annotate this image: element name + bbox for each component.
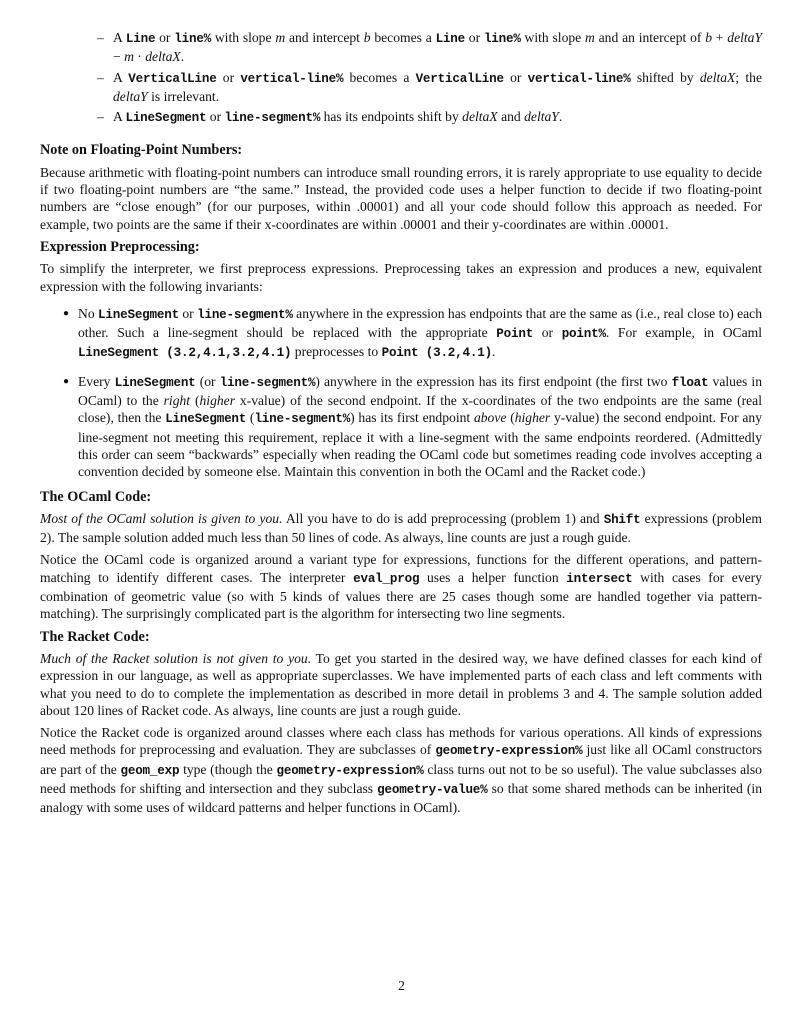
text-run: so that some shared methods can be inherited (in analogy with some uses of wildcard patterns and helper functions in OCaml). (40, 780, 762, 816)
text-run: All you have to do is add preprocessing (problem 1) and (282, 510, 604, 526)
text-run: ( (506, 410, 515, 426)
bullet-list-item (40, 373, 762, 481)
italic-run: right (163, 393, 191, 409)
paragraph (40, 164, 762, 233)
text-run: with cases for every combination of geometric value (so with 5 kinds of values there are 25 cases though some are handled together via pattern-matching). The surprisingly complicated part is the algorithm for intersecting two line segments. (40, 569, 762, 622)
italic-run: deltaY (113, 88, 148, 104)
dash-list-item (40, 69, 762, 106)
code-run: VerticalLine (128, 71, 217, 86)
code-run: line-segment% (219, 375, 316, 390)
code-run: line-segment% (224, 111, 321, 126)
text-run: with slope (520, 30, 586, 45)
text-run: or (465, 30, 484, 45)
section-heading (40, 629, 762, 646)
text-run: class turns out not to be so useful). The value subclasses also need methods for shifting and intersection and they subclass (40, 761, 762, 796)
italic-run: higher (514, 410, 551, 426)
paragraph (40, 260, 762, 295)
italic-run: higher (199, 393, 235, 409)
code-run: VerticalLine (415, 71, 504, 86)
italic-run: deltaY (524, 109, 559, 125)
text-run: type (though the (179, 761, 277, 777)
text-run: · (133, 49, 146, 65)
document-page (40, 29, 762, 822)
code-run: eval_prog (353, 571, 420, 586)
bullet-marker-icon: ● (63, 307, 70, 319)
text-run: − (113, 49, 125, 65)
code-run: line-segment% (197, 307, 293, 322)
text-run: . (180, 49, 185, 65)
text-run: To get you started in the desired way, we have defined classes for each kind of expression in our language, as well as appropriate superclasses. We have implemented parts of each class and left comments with what you need to do to complete the implementation as described in more detail in problems 3 and 4. The sample solution added about 120 lines of Racket code. As always, line counts are just a rough guide. (40, 650, 762, 718)
code-run: point% (561, 327, 606, 342)
dash-list-item (40, 108, 762, 127)
italic-run: Much of the Racket solution is not given to you. (40, 650, 312, 666)
code-run: line% (483, 32, 521, 46)
text-run: A (113, 30, 126, 45)
italic-run: b (705, 30, 712, 45)
code-run: Shift (603, 512, 641, 527)
text-run: and an intercept of (594, 30, 706, 45)
bullet-list-item (40, 305, 762, 363)
code-run: vertical-line% (240, 71, 344, 86)
code-run: geom_exp (120, 763, 180, 778)
text-run: is irrelevant. (147, 88, 220, 104)
code-run: intersect (566, 571, 633, 586)
italic-run: above (473, 410, 507, 426)
code-run: geometry-expression% (435, 744, 583, 759)
code-run: Line (125, 32, 156, 46)
text-run: ) anywhere in the expression has its first endpoint (the first two (315, 373, 672, 389)
page-number: 2 (398, 978, 405, 993)
code-run: LineSegment (114, 375, 196, 390)
text-run: . (558, 109, 563, 125)
text-run: Because arithmetic with floating-point numbers can introduce small rounding errors, it is rarely appropriate to use equality to decide if two floating-point numbers are “the same.” Instead, the provided code uses a helper function to decide if two floating-point numbers are “close enough” (for our purposes, within .00001) and all your code should follow this approach as needed. For example, two points are the same if their x-coordinates are within .00001 and their y-coordinates are within .00001. (40, 164, 762, 232)
code-run: geometry-value% (377, 782, 488, 797)
text-run: becomes a (343, 69, 416, 85)
text-run: shifted by (630, 69, 700, 85)
italic-run: b (363, 30, 371, 45)
text-run: A (113, 109, 126, 125)
text-run: preprocesses to (291, 344, 382, 360)
italic-run: m (275, 30, 286, 45)
section-heading (40, 142, 762, 159)
code-run: Point (496, 327, 534, 342)
code-run: Line (435, 32, 465, 46)
italic-run: Most of the OCaml solution is given to you. (40, 510, 283, 526)
code-run: LineSegment (98, 307, 179, 322)
text-run: or (533, 325, 562, 341)
code-run: float (671, 375, 709, 390)
paragraph (40, 510, 762, 547)
paragraph (40, 551, 762, 622)
italic-run: deltaX (462, 109, 498, 125)
text-run: anywhere in the expression has endpoints that are the same as (i.e., real close to) each other. Such a line-segment should be replaced with the appropriate (78, 305, 763, 341)
paragraph (40, 650, 762, 719)
italic-run: deltaY (727, 30, 763, 45)
text-run: + (712, 30, 728, 45)
text-run: ( (190, 393, 200, 409)
code-run: vertical-line% (527, 71, 631, 86)
code-run: line% (174, 32, 212, 46)
text-run: No (78, 305, 99, 321)
text-run: Every (78, 373, 115, 389)
text-run: or (216, 69, 241, 85)
code-run: LineSegment (3.2,4.1,3.2,4.1) (78, 346, 292, 361)
text-run: Expression Preprocessing: (40, 238, 200, 255)
text-run: values in OCaml) to the (78, 373, 762, 409)
code-run: Point (3.2,4.1) (381, 346, 492, 361)
text-run: x-value) of the second endpoint. If the x-coordinates of the two endpoints are the same (real close), then the (78, 393, 762, 426)
text-run: ) has its first endpoint (350, 410, 474, 426)
italic-run: m (585, 30, 595, 45)
spacer (40, 130, 762, 136)
text-run: and intercept (285, 30, 364, 45)
text-run: To simplify the interpreter, we first preprocess expressions. Preprocessing takes an expression and produces a new, equivalent expression with the following invariants: (40, 261, 762, 294)
text-run: or (503, 69, 528, 85)
text-run: . For example, in OCaml (605, 325, 762, 341)
dash-marker-icon: – (97, 109, 104, 125)
text-run: uses a helper function (419, 569, 567, 585)
text-run: A (113, 69, 129, 85)
code-run: LineSegment (165, 412, 247, 427)
code-run: line-segment% (254, 412, 351, 427)
text-run: ; the (735, 69, 762, 85)
text-run: and (497, 109, 525, 125)
paragraph (40, 724, 762, 816)
code-run: geometry-expression% (276, 763, 424, 778)
bullet-marker-icon: ● (63, 375, 70, 387)
text-run: Notice the Racket code is organized around classes where each class has methods for various operations. All kinds of expressions need methods for preprocessing and evaluation. They are subclasses of (40, 725, 762, 758)
italic-run: deltaX (699, 69, 736, 85)
text-run: or (206, 109, 225, 125)
text-run: has its endpoints shift by (320, 109, 463, 125)
dash-marker-icon: – (97, 30, 104, 45)
text-run: expressions (problem 2). The sample solution added much less than 50 lines of code. As always, line counts are just a rough guide. (40, 510, 763, 546)
dash-marker-icon: – (97, 69, 104, 85)
text-run: The OCaml Code: (40, 488, 152, 505)
text-run: just like all OCaml constructors are part of the (40, 742, 762, 777)
text-run: y-value) the second endpoint. For any line-segment not meeting this requirement, replace it with a line-segment with the same endpoints reordered. (Admittedly this order can seem “backwards” especially when reading the OCaml code but sometimes reading code involves accepting a convention decided by someone else. Maintain this convention in both the OCaml and the Racket code.) (78, 410, 763, 480)
section-heading (40, 239, 762, 256)
text-run: . (491, 344, 496, 360)
dash-list-item (40, 29, 762, 66)
text-run: with slope (211, 30, 276, 45)
code-run: LineSegment (125, 111, 207, 126)
text-run: or (178, 305, 198, 321)
section-heading (40, 489, 762, 506)
text-run: Note on Floating-Point Numbers: (40, 142, 243, 159)
italic-run: m (124, 49, 134, 65)
text-run: The Racket Code: (40, 628, 150, 645)
italic-run: deltaX (145, 49, 181, 65)
text-run: or (155, 30, 175, 45)
text-run: ( (246, 410, 255, 426)
text-run: Notice the OCaml code is organized around a variant type for expressions, functions for the different operations, and pattern-matching to identify different cases. The interpreter (40, 552, 762, 585)
text-run: (or (195, 373, 220, 389)
text-run: becomes a (370, 30, 436, 45)
